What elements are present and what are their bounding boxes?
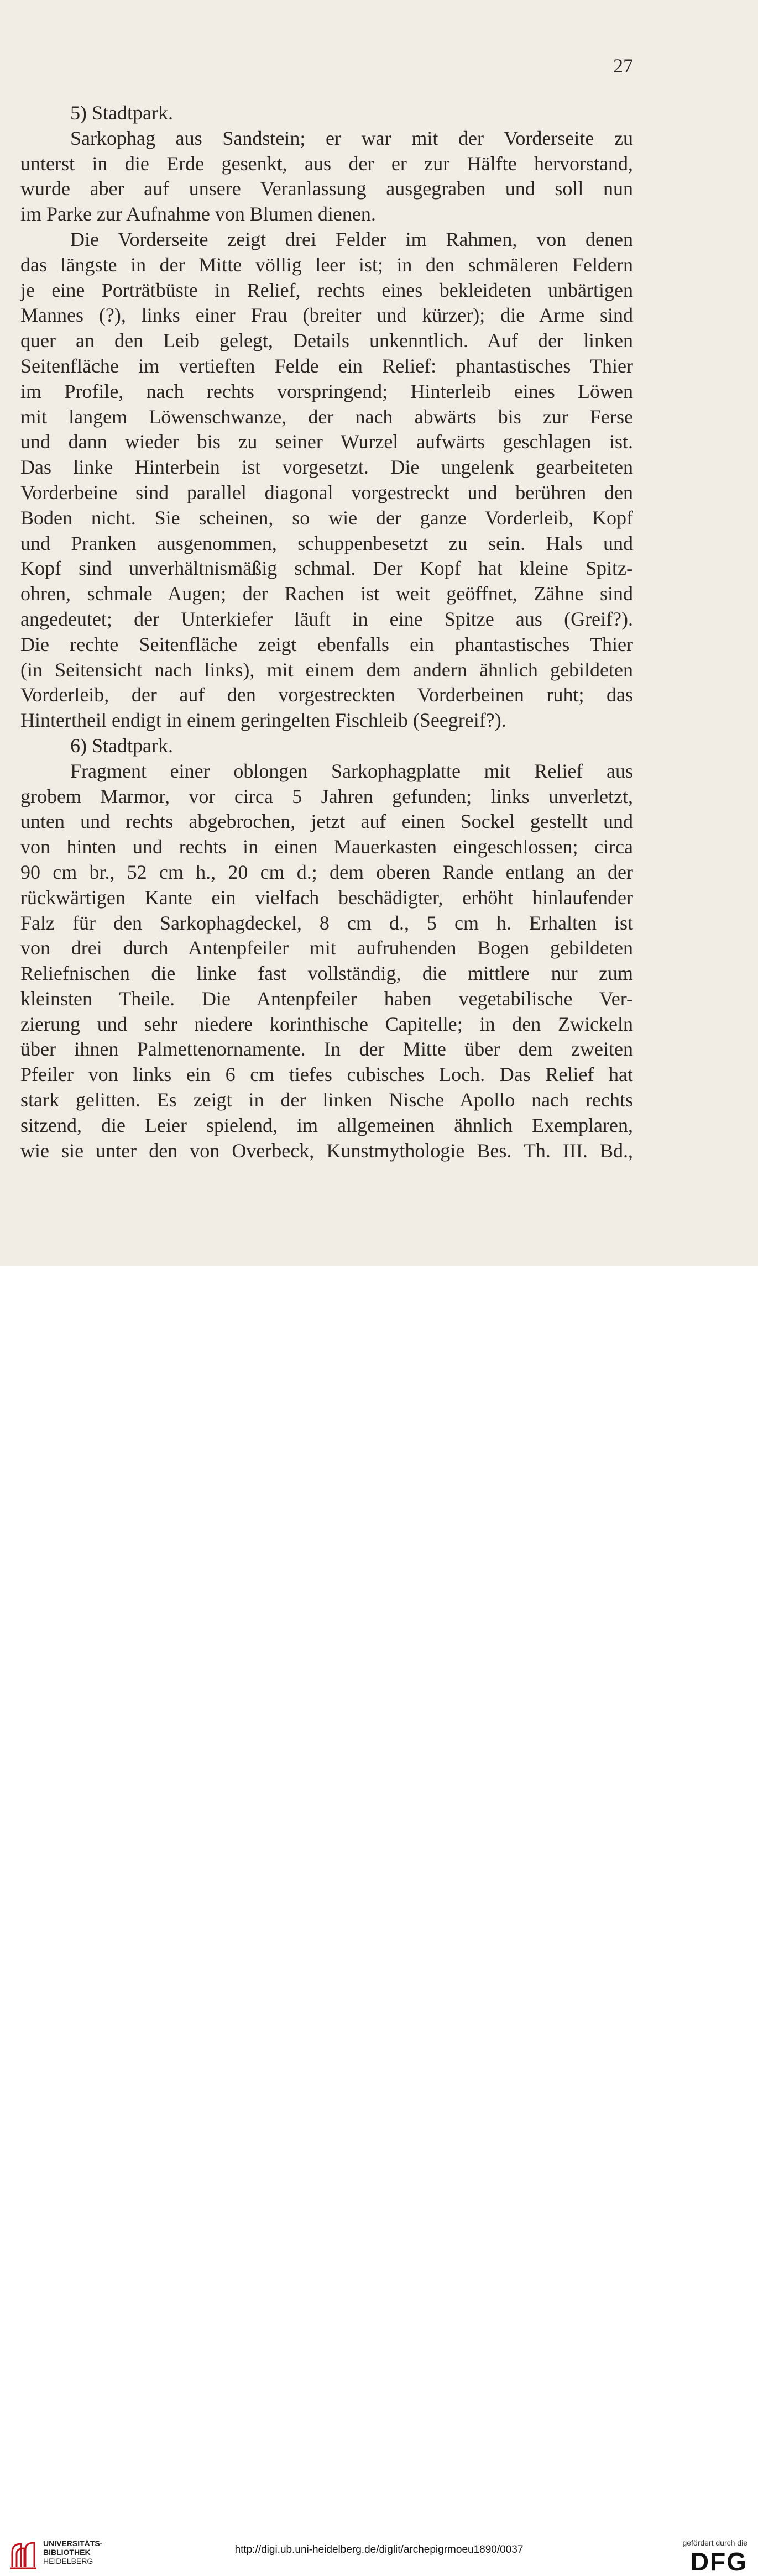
text-line: im Profile, nach rechts vorspringend; Hinterleib eines Löwen — [20, 380, 633, 402]
text-line: grobem Marmor, vor circa 5 Jahren gefunden; links unverletzt, — [20, 785, 633, 807]
text-line: Seitenfläche im vertieften Felde ein Relief: phantastisches Thier — [20, 354, 633, 377]
institution-line-3: HEIDELBERG — [43, 2557, 93, 2565]
text-line: Boden nicht. Sie scheinen, so wie der ganze Vorderleib, Kopf — [20, 506, 633, 529]
text-line: 5) Stadtpark. — [70, 102, 173, 124]
text-line: wurde aber auf unsere Veranlassung ausgegraben und soll nun — [20, 177, 633, 200]
text-line: das längste in der Mitte völlig leer ist; in den schmäleren Feldern — [20, 253, 633, 276]
text-line: Vorderleib, der auf den vorgestreckten Vorderbeinen ruht; das — [20, 684, 633, 706]
text-line: Hintertheil endigt in einem geringelten Fischleib (Seegreif?). — [20, 709, 506, 732]
text-line: stark gelitten. Es zeigt in der linken Nische Apollo nach rechts — [20, 1089, 633, 1111]
text-line: und Pranken ausgenommen, schuppenbesetzt zu sein. Hals und — [20, 532, 633, 554]
text-line: Mannes (?), links einer Frau (breiter und kürzer); die Arme sind — [20, 304, 633, 327]
text-line: über ihnen Palmettenornamente. In der Mitte über dem zweiten — [20, 1038, 633, 1061]
institution-line-2: BIBLIOTHEK — [43, 2548, 91, 2557]
text-line: und dann wieder bis zu seiner Wurzel aufwärts geschlagen ist. — [20, 431, 633, 453]
text-line: Kopf sind unverhältnismäßig schmal. Der Kopf hat kleine Spitz- — [20, 557, 633, 580]
permalink-url[interactable]: http://digi.ub.uni-heidelberg.de/diglit/archepigrmoeu1890/0037 — [234, 2544, 524, 2556]
text-line: zierung und sehr niedere korinthische Capitelle; in den Zwickeln — [20, 1012, 633, 1035]
body-text — [20, 101, 633, 1163]
institution-line-1: UNIVERSITÄTS- — [43, 2539, 103, 2548]
text-line: Die Vorderseite zeigt drei Felder im Rahmen, von denen — [70, 228, 633, 250]
text-line: Die rechte Seitenfläche zeigt ebenfalls ein phantastisches Thier — [20, 633, 633, 655]
text-line: Vorderbeine sind parallel diagonal vorgestreckt und berühren den — [20, 481, 633, 503]
text-line: Fragment einer oblongen Sarkophagplatte mit Relief aus — [70, 759, 633, 782]
text-line: (in Seitensicht nach links), mit einem dem andern ähnlich gebildeten — [20, 658, 633, 681]
text-line: unten und rechts abgebrochen, jetzt auf einen Sockel gestellt und — [20, 810, 633, 833]
dfg-logo: DFG — [690, 2547, 747, 2576]
text-line: von hinten und rechts in einen Mauerkasten eingeschlossen; circa — [20, 836, 633, 858]
text-line: rückwärtigen Kante ein vielfach beschädigter, erhöht hinlaufender — [20, 886, 633, 909]
text-line: Das linke Hinterbein ist vorgesetzt. Die ungelenk gearbeiteten — [20, 456, 633, 479]
page-number: 27 — [613, 55, 633, 77]
text-line: je eine Porträtbüste in Relief, rechts eines bekleideten unbärtigen — [20, 279, 633, 301]
text-line: kleinsten Theile. Die Antenpfeiler haben vegetabilische Ver- — [20, 987, 633, 1010]
text-line: ohren, schmale Augen; der Rachen ist weit geöffnet, Zähne sind — [20, 583, 633, 605]
text-line: von drei durch Antenpfeiler mit aufruhenden Bogen gebildeten — [20, 937, 633, 959]
text-line: 90 cm br., 52 cm h., 20 cm d.; dem oberen Rande entlang an der — [20, 861, 633, 883]
text-line: 6) Stadtpark. — [70, 734, 173, 757]
funded-by-label: gefördert durch die — [682, 2538, 747, 2547]
scanned-page — [0, 0, 758, 1266]
text-line: sitzend, die Leier spielend, im allgemeinen ähnlich Exemplaren, — [20, 1114, 633, 1136]
text-line: im Parke zur Aufnahme von Blumen dienen. — [20, 203, 376, 225]
text-line: unterst in die Erde gesenkt, aus der er zur Hälfte hervorstand, — [20, 152, 633, 175]
text-line: Pfeiler von links ein 6 cm tiefes cubisches Loch. Das Relief hat — [20, 1063, 633, 1086]
text-line: Falz für den Sarkophagdeckel, 8 cm d., 5 cm h. Erhalten ist — [20, 911, 633, 934]
text-line: angedeutet; der Unterkiefer läuft in eine Spitze aus (Greif?). — [20, 607, 633, 630]
text-line: Reliefnischen die linke fast vollständig, die mittlere nur zum — [20, 962, 633, 985]
footer — [0, 1266, 758, 2576]
text-line: Sarkophag aus Sandstein; er war mit der Vorderseite zu — [70, 127, 633, 149]
text-line: quer an den Leib gelegt, Details unkenntlich. Auf der linken — [20, 329, 633, 352]
text-line: mit langem Löwenschwanze, der nach abwärts bis zur Ferse — [20, 405, 633, 428]
text-line: wie sie unter den von Overbeck, Kunstmythologie Bes. Th. III. Bd., — [20, 1139, 633, 1162]
